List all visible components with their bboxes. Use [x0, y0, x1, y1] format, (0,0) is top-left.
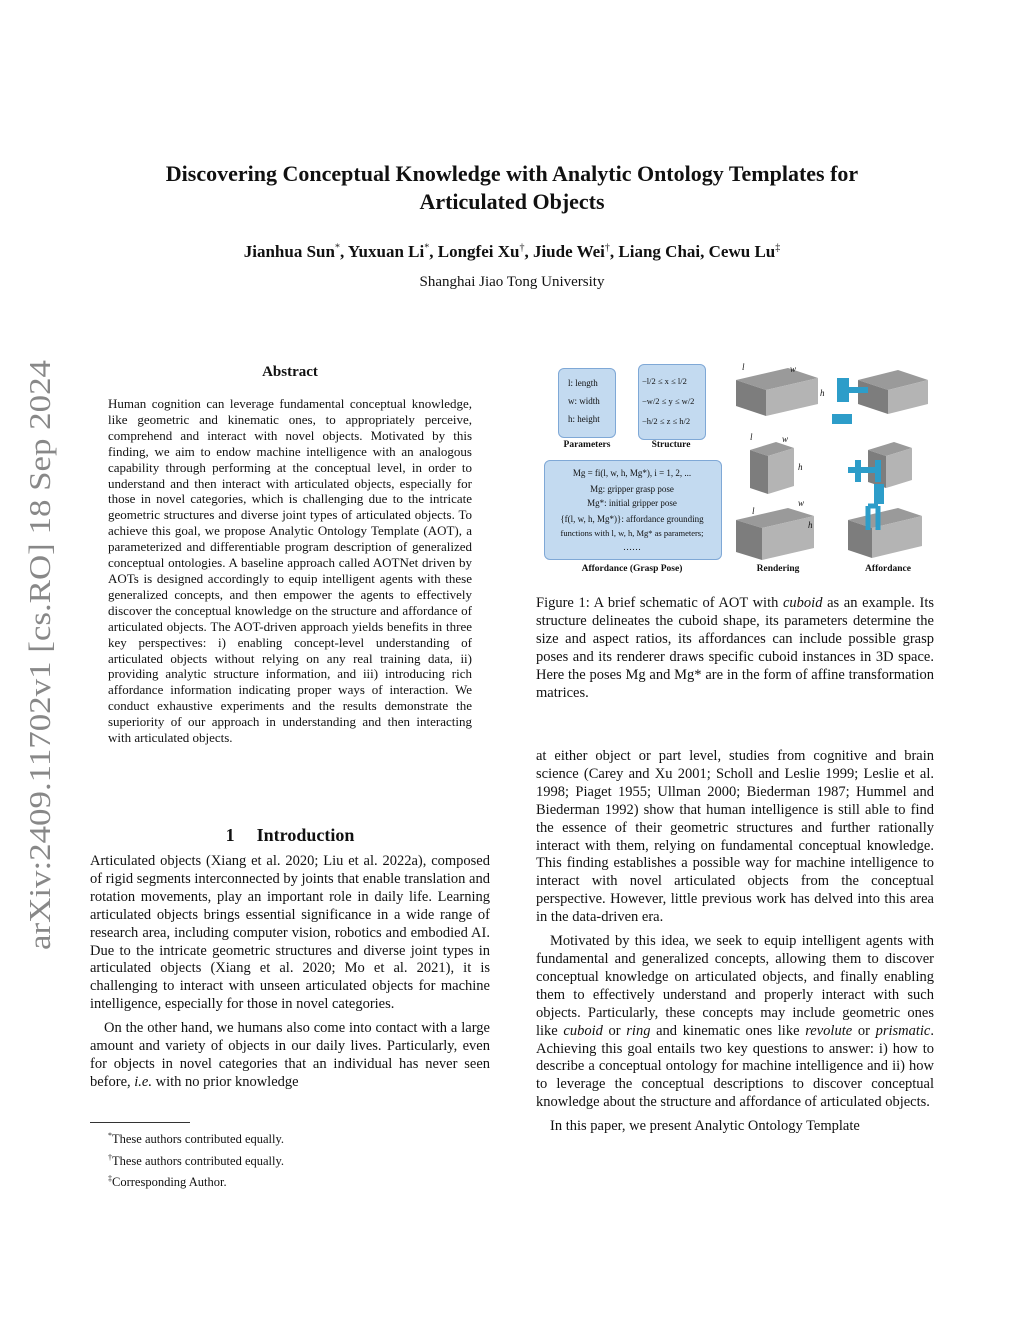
author-mark: †: [519, 242, 525, 254]
right-paragraph-1: at either object or part level, studies from cognitive and brain science (Carey and Xu 2001; Scholl and Leslie 1999; Leslie et al. 1998; Piaget 1955; Ullman 2000; Biederman 1987; Hummel and Biederman 1992) show that human intelligence is still able to find the essence of their geometric structures and further rationally interact with them, relying on fundamental conceptual knowledge. This finding establishes a possible way for machine intelligence to interact with novel articulated objects from the conceptual perspective. However, little previous work has delved into this area in the data-driven era.: [536, 748, 934, 926]
parameters-label: Parameters: [563, 440, 611, 450]
cuboid-affordance-2: [848, 442, 912, 504]
affordance-functions: functions with l, w, h, Mg* as parameters;: [560, 528, 704, 538]
dim-label-w: w: [790, 364, 797, 374]
section-number: 1: [225, 825, 235, 845]
footnotes: [108, 1127, 284, 1192]
footnote: †These authors contributed equally.: [108, 1152, 285, 1168]
cuboid-illustrations: [728, 360, 938, 564]
dim-label-h-3: h: [808, 520, 813, 530]
dim-label-h: h: [820, 388, 825, 398]
figure-1: [538, 360, 938, 582]
cuboid-render-2: [750, 442, 794, 494]
dim-label-w-3: w: [798, 498, 805, 508]
cuboid-render-3: [736, 508, 814, 560]
cuboid-affordance-1: [832, 370, 928, 424]
arxiv-watermark: [10, 355, 62, 955]
author-mark: †: [604, 242, 610, 254]
title-line-2: Articulated Objects: [419, 189, 605, 214]
dim-label-l-3: l: [752, 506, 755, 516]
footnote: ‡Corresponding Author.: [108, 1174, 227, 1190]
cuboid-render-1: [736, 368, 818, 416]
section-heading-introduction: [90, 825, 490, 846]
affordance-ellipsis: ……: [623, 542, 641, 552]
footnote-divider: [90, 1122, 190, 1123]
figure-1-caption: Figure 1: A brief schematic of AOT with cuboid as an example. Its structure delineates the cuboid shape, its parameters determine the size and aspect ratios, its affordances can include possible grasp poses and its renderer draws specific cuboid instances in 3D space. Here the poses Mg and Mg* are in the form of affine transformation matrices.: [536, 595, 934, 701]
dim-label-w-2: w: [782, 434, 789, 444]
abstract-heading: Abstract: [262, 364, 318, 380]
param-height: h: height: [568, 414, 600, 424]
affiliation: Shanghai Jiao Tong University: [419, 274, 605, 290]
author-mark: *: [424, 242, 430, 254]
author-mark: ‡: [775, 242, 781, 254]
dim-label-l-2: l: [750, 432, 753, 442]
rendering-label: Rendering: [756, 564, 800, 574]
author: Cewu Lu: [708, 242, 776, 261]
author-mark: *: [334, 242, 340, 254]
title-line-1: Discovering Conceptual Knowledge with Analytic Ontology Templates for: [165, 161, 859, 186]
author: Jiude Wei: [532, 242, 605, 261]
right-paragraph-2: Motivated by this idea, we seek to equip intelligent agents with fundamental and generalized concepts, allowing them to discover conceptual knowledge on articulated objects, and finally enabling them to effectively understand and properly interact with such objects. Particularly, these concepts may include geometric ones like cuboid or ring and kinematic ones like revolute or prismatic. Achieving this goal entails two key questions to answer: i) how to describe a conceptual ontology for machine intelligence and ii) how to leverage the conceptual descriptions to discover conceptual knowledge about the structure and affordance of articulated objects.: [536, 933, 934, 1111]
affordance-mg: Mg: gripper grasp pose: [590, 484, 674, 494]
affordance-grounding: {f(l, w, h, Mg*)}: affordance grounding: [560, 514, 704, 524]
structure-label: Structure: [651, 440, 691, 450]
paper-title: [100, 160, 924, 216]
param-width: w: width: [568, 396, 600, 406]
author: Yuxuan Li: [347, 242, 425, 261]
param-length: l: length: [568, 378, 598, 388]
structure-x: −l/2 ≤ x ≤ l/2: [642, 376, 687, 386]
affordance-grasp-label: Affordance (Grasp Pose): [581, 564, 683, 574]
author: Jianhua Sun: [243, 242, 335, 261]
right-column-body: [536, 748, 934, 1136]
affordance-column-label: Affordance: [865, 564, 911, 574]
dim-label-h-2: h: [798, 462, 803, 472]
cuboid-affordance-3: [848, 506, 922, 558]
author: Longfei Xu: [437, 242, 520, 261]
structure-z: −h/2 ≤ z ≤ h/2: [642, 416, 691, 426]
affordance-formula: Mg = fi(l, w, h, Mg*), i = 1, 2, ...: [572, 468, 692, 478]
intro-paragraph-1: Articulated objects (Xiang et al. 2020; Liu et al. 2022a), composed of rigid segments interconnected by joints that enable translation and rotation movements, play an important role in daily life. Learning articulated objects brings essential significance in a wide range of research area, including computer vision, robotics and embodied AI. Due to the intricate geometric structures and diverse joint types in articulated objects (Xiang et al. 2020; Mo et al. 2021), it is challenging to interact with unseen articulated objects for machine intelligence, especially for those in novel categories.: [90, 853, 490, 1013]
dim-label-l: l: [742, 362, 745, 372]
author: Liang Chai: [618, 242, 701, 261]
arxiv-id-text: arXiv:2409.11702v1 [cs.RO] 18 Sep 2024: [22, 425, 57, 950]
footnote: *These authors contributed equally.: [108, 1131, 285, 1147]
abstract-body: Human cognition can leverage fundamental conceptual knowledge, like geometric and kinematic ones, to appropriately perceive, comprehend and interact with novel objects. Motivated by this finding, we aim to endow machine intelligence with an analogous capability through performing at the conceptual level, in order to understand and then interact with articulated objects, especially for those in novel categories, which is challenging due to the intricate geometric structures and diverse joint types of articulated objects. To achieve this goal, we propose Analytic Ontology Template (AOT), a parameterized and differentiable program description of generalized conceptual ontologies. A baseline approach called AOTNet driven by AOTs is designed accordingly to equip intelligent agents with these generalized concepts, and then empower the agents to effectively discover the conceptual knowledge on the structure and affordance of articulated objects. The AOT-driven approach yields benefits in three key perspectives: i) enabling concept-level understanding of articulated objects without relying on any real training data, ii) providing analytic structure information, and iii) introducing rich affordance information indicating proper ways of interaction. We conduct exhaustive experiments and the results demonstrate the superiority of our approach in understanding and then interacting with articulated objects.: [108, 396, 472, 746]
left-column-body: [90, 853, 490, 1092]
structure-y: −w/2 ≤ y ≤ w/2: [642, 396, 695, 406]
right-paragraph-3: In this paper, we present Analytic Ontology Template: [550, 1118, 860, 1135]
intro-paragraph-2: On the other hand, we humans also come into contact with a large amount and variety of objects in our daily lives. Particularly, even for objects in novel categories that an individual has never seen before, i.e. with no prior knowledge: [90, 1020, 490, 1090]
author-list: Jianhua Sun*, Yuxuan Li*, Longfei Xu†, Jiude Wei†, Liang Chai, Cewu Lu‡: [243, 242, 781, 261]
affordance-mg-star: Mg*: initial gripper pose: [587, 498, 677, 508]
section-title: Introduction: [256, 825, 355, 845]
